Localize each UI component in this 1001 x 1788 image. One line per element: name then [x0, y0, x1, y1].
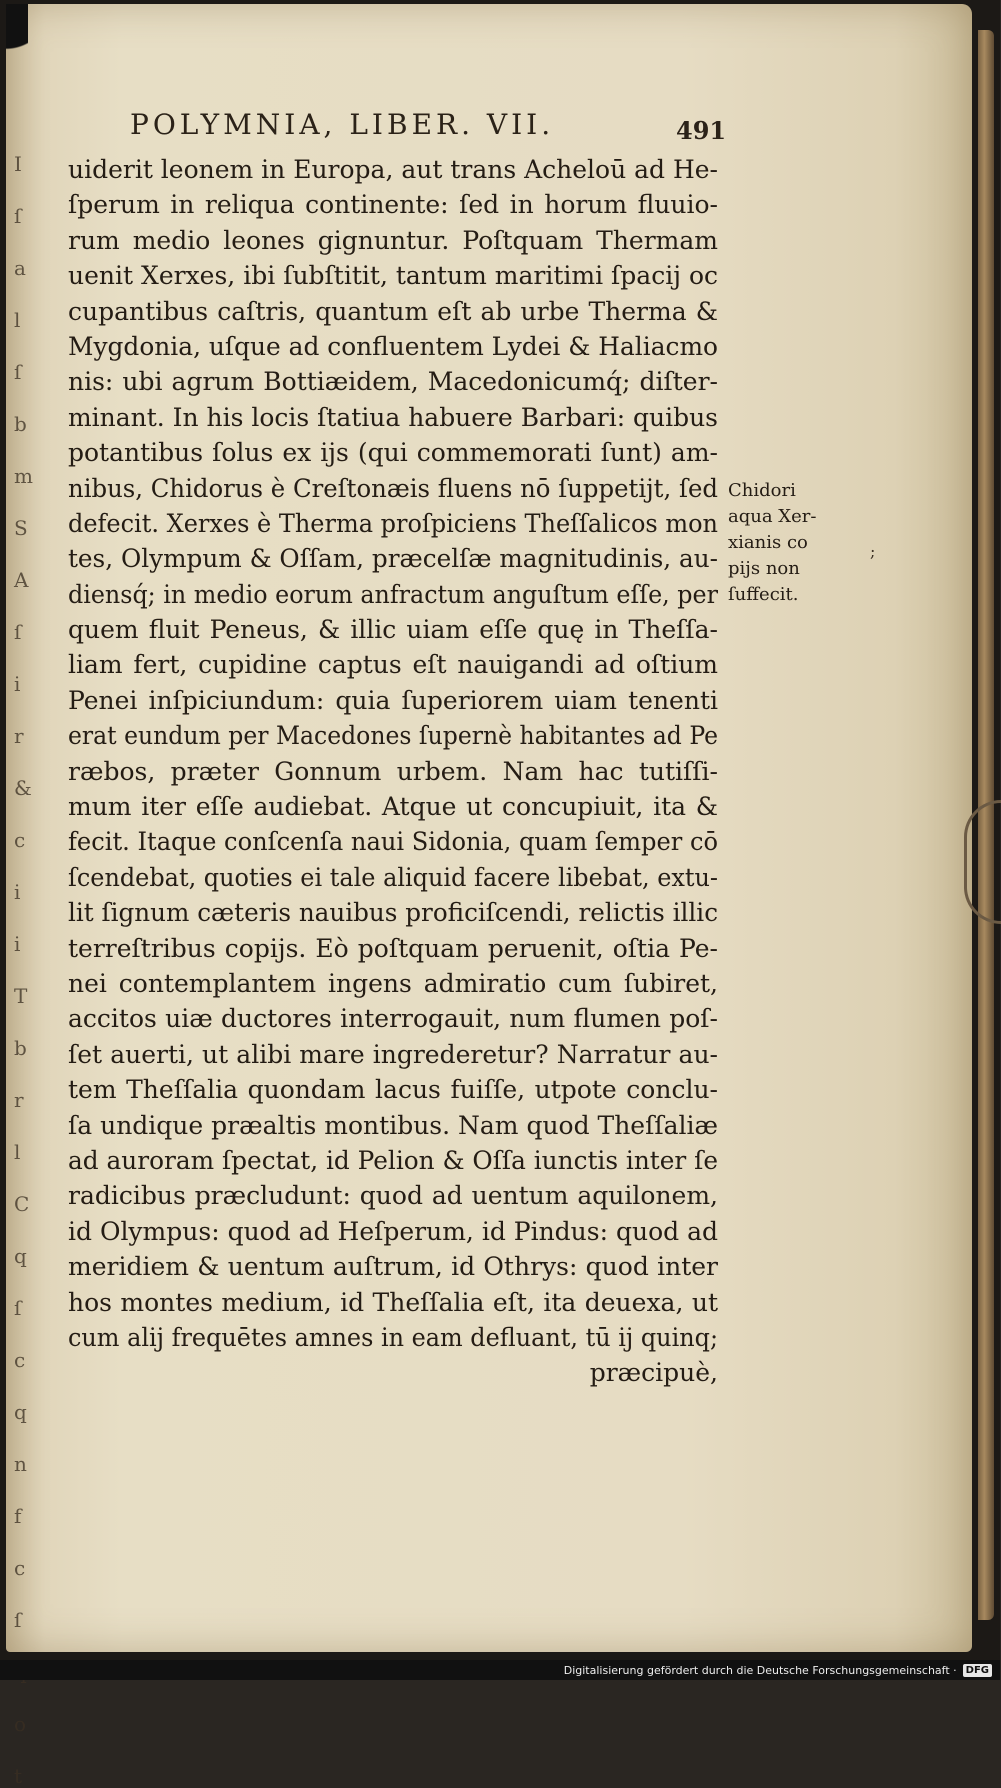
body-text: [68, 152, 718, 1391]
page-clip: [964, 800, 1001, 924]
dfg-logo: DFG: [963, 1664, 992, 1677]
text-line: Penei inſpiciundum: quia ſuperiorem uiam tenenti: [68, 685, 718, 715]
text-line: rum medio leones gignuntur. Poſtquam Thermam: [68, 225, 718, 255]
text-line: potantibus ſolus ex ijs (qui commemorati ſunt) am-: [68, 438, 718, 468]
catchword: præcipuè,: [589, 1358, 718, 1388]
text-line: nis: ubi agrum Bottiæidem, Macedonicumq́; diſter-: [68, 367, 718, 397]
text-line: erat eundum per Macedones ſupernè habitantes ad Pe: [68, 721, 718, 751]
marginal-note-line: xianis co: [728, 532, 808, 553]
text-line: defecit. Xerxes è Therma proſpiciens Theſſalicos mon: [68, 508, 718, 538]
text-line: ræbos, præter Gonnum urbem. Nam hac tutiſſi-: [68, 756, 718, 786]
text-line: terreſtribus copijs. Eò poſtquam peruenit, oſtia Pe-: [68, 933, 718, 963]
marginal-note-line: pijs non: [728, 558, 800, 579]
marginal-note: [728, 478, 848, 608]
binding-shadow: [6, 4, 28, 74]
text-line: nibus, Chidorus è Creſtonæis fluens nō ſuppetijt, ſed: [68, 473, 718, 503]
text-line: ſcendebat, quoties ei tale aliquid facere libebat, extu-: [68, 862, 718, 892]
marginal-note-line: ſuffecit.: [728, 584, 799, 605]
text-line: accitos uiæ ductores interrogauit, num flumen poſ-: [68, 1004, 718, 1034]
text-line: ſperum in reliqua continente: ſed in horum fluuio-: [68, 190, 718, 220]
text-line: cum alij frequētes amnes in eam defluant, tū ij quinq;: [68, 1322, 718, 1352]
text-line: nei contemplantem ingens admiratio cum ſubiret,: [68, 968, 718, 998]
digitization-footer: [0, 1660, 1000, 1680]
text-line: radicibus præcludunt: quod ad uentum aquilonem,: [68, 1181, 718, 1211]
text-line: tem Theſſalia quondam lacus fuiſſe, utpote conclu-: [68, 1075, 718, 1105]
marginal-note-line: Chidori: [728, 480, 796, 501]
text-line: liam fert, cupidine captus eſt nauigandi ad oſtium: [68, 650, 718, 680]
running-title: POLYMNIA, LIBER. VII.: [130, 108, 555, 141]
text-line: uenit Xerxes, ibi ſubſtitit, tantum maritimi ſpacij oc: [68, 261, 718, 291]
text-line: uiderit leonem in Europa, aut trans Acheloū ad He-: [68, 155, 718, 184]
text-line: meridiem & uentum auſtrum, id Othrys: quod inter: [68, 1252, 718, 1282]
text-line: quem fluit Peneus, & illic uiam eſſe quę in Theſſa-: [68, 615, 718, 645]
footer-credit: Digitalisierung gefördert durch die Deutsche Forschungsgemeinschaft ·: [563, 1663, 957, 1677]
text-line: hos montes medium, id Theſſalia eſt, ita deuexa, ut: [68, 1287, 718, 1317]
text-line: id Olympus: quod ad Heſperum, id Pindus: quod ad: [68, 1216, 718, 1246]
text-line: fecit. Itaque conſcenſa naui Sidonia, quam ſemper cō: [68, 827, 718, 857]
text-line: ſet auerti, ut alibi mare ingrederetur? Narratur au-: [68, 1039, 718, 1069]
text-line: ad auroram ſpectat, id Pelion & Oſſa iunctis inter ſe: [68, 1145, 718, 1175]
margin-mark: ;: [870, 542, 876, 561]
facing-page-gutter: I ſ a l ſ b m S A ſ i r & c i i T b r l C q ſ c q n f c ſ o t: [14, 152, 33, 1788]
folio-number: 491: [676, 116, 727, 145]
text-line: mum iter eſſe audiebat. Atque ut concupiuit, ita &: [68, 792, 718, 822]
text-line: cupantibus caſtris, quantum eſt ab urbe Therma &: [68, 296, 718, 326]
text-line: Mygdonia, uſque ad confluentem Lydei & Haliacmo: [68, 331, 718, 361]
text-line: tes, Olympum & Oſſam, præcelſæ magnitudinis, au-: [68, 544, 718, 574]
text-line: minant. In his locis ſtatiua habuere Barbari: quibus: [68, 402, 718, 432]
text-line: ſa undique præaltis montibus. Nam quod Theſſaliæ: [68, 1110, 718, 1140]
text-line: lit ſignum cæteris nauibus proficiſcendi, relictis illic: [68, 898, 718, 928]
marginal-note-line: aqua Xer-: [728, 506, 817, 527]
text-line: diensq́; in medio eorum anfractum anguſtum eſſe, per: [68, 579, 718, 609]
